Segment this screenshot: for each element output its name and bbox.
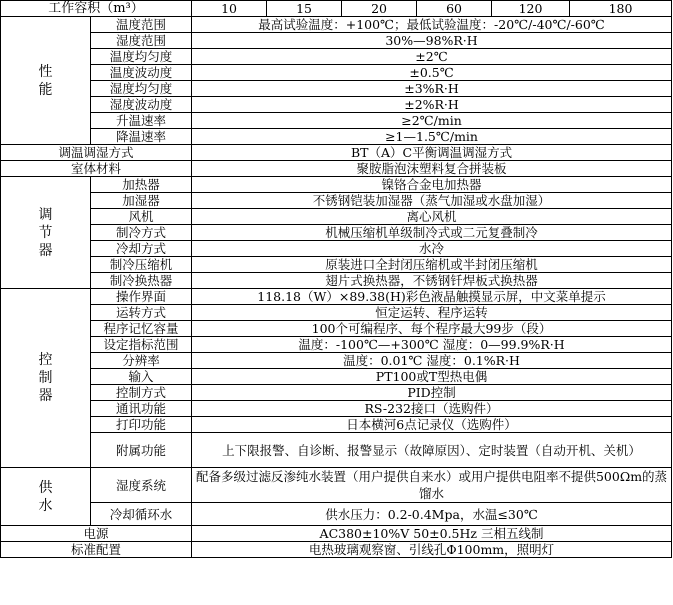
row-label: 湿度系统: [91, 468, 192, 503]
row-value: 机械压缩机单级制冷式或二元复叠制冷: [192, 225, 672, 241]
row-value: 最高试验温度：+100℃；最低试验温度：-20℃/-40℃/-60℃: [192, 17, 672, 33]
row-label: 室体材料: [1, 161, 192, 177]
row-value: 100个可编程序、每个程序最大99步（段）: [192, 321, 672, 337]
spec-row: [1, 129, 672, 145]
row-label: 降温速率: [91, 129, 192, 145]
row-label: 控制方式: [91, 385, 192, 401]
row-label: 电源: [1, 526, 192, 542]
row-value: AC380±10%V 50±0.5Hz 三相五线制: [192, 526, 672, 542]
row-value: ≥2℃/min: [192, 113, 672, 129]
spec-row: [1, 401, 672, 417]
row-label: 制冷换热器: [91, 273, 192, 289]
row-value: 配备多级过滤反渗纯水装置（用户提供自来水）或用户提供电阻率不提供500Ωm的蒸馏水: [192, 468, 672, 503]
row-label: 通讯功能: [91, 401, 192, 417]
spec-row: [1, 542, 672, 558]
spec-row: [1, 161, 672, 177]
spec-row: [1, 289, 672, 305]
row-value: 恒定运转、程序运转: [192, 305, 672, 321]
row-value: 118.18（W）×89.38(H)彩色液晶触摸显示屏，中文菜单提示: [192, 289, 672, 305]
spec-row: [1, 305, 672, 321]
spec-row: [1, 273, 672, 289]
row-label: 湿度均匀度: [91, 81, 192, 97]
row-label: 湿度范围: [91, 33, 192, 49]
spec-row: [1, 526, 672, 542]
row-value: 日本横河6点记录仪（选购件）: [192, 417, 672, 433]
row-value: RS-232接口（选购件）: [192, 401, 672, 417]
volume-cell: 180: [570, 1, 672, 17]
group-label-performance: 性 能: [1, 17, 91, 145]
spec-row: [1, 193, 672, 209]
row-value: ±0.5℃: [192, 65, 672, 81]
row-label: 标准配置: [1, 542, 192, 558]
spec-row: [1, 433, 672, 468]
spec-row: [1, 337, 672, 353]
spec-row: [1, 177, 672, 193]
row-value: 水冷: [192, 241, 672, 257]
volume-cell: 15: [267, 1, 342, 17]
row-value: 原装进口全封闭压缩机或半封闭压缩机: [192, 257, 672, 273]
row-value: 温度：-100℃—+300℃ 湿度：0—99.9%R·H: [192, 337, 672, 353]
row-label: 制冷压缩机: [91, 257, 192, 273]
spec-row: [1, 65, 672, 81]
row-label: 温度波动度: [91, 65, 192, 81]
spec-row: [1, 257, 672, 273]
volume-cell: 60: [417, 1, 492, 17]
row-value: ≥1—1.5℃/min: [192, 129, 672, 145]
header-row: [1, 1, 672, 17]
spec-row: [1, 225, 672, 241]
row-value: ±2℃: [192, 49, 672, 65]
spec-row: [1, 145, 672, 161]
row-label: 加湿器: [91, 193, 192, 209]
row-value: 聚胺脂泡沫塑料复合拼装板: [192, 161, 672, 177]
spec-row: [1, 17, 672, 33]
group-label-adjust: 调 节 器: [1, 177, 91, 289]
row-value: ±2%R·H: [192, 97, 672, 113]
row-label: 温度均匀度: [91, 49, 192, 65]
volume-cell: 10: [192, 1, 267, 17]
row-label: 运转方式: [91, 305, 192, 321]
row-value: 翅片式换热器，不锈钢钎焊板式换热器: [192, 273, 672, 289]
row-label: 风机: [91, 209, 192, 225]
volume-header-label: 工作容积（m³）: [1, 1, 192, 17]
spec-row: [1, 468, 672, 503]
spec-row: [1, 81, 672, 97]
row-value: BT（A）C平衡调温调湿方式: [192, 145, 672, 161]
group-label-control: 控 制 器: [1, 289, 91, 468]
spec-row: [1, 503, 672, 526]
row-label: 程序记忆容量: [91, 321, 192, 337]
spec-row: [1, 417, 672, 433]
row-value: PID控制: [192, 385, 672, 401]
spec-row: [1, 97, 672, 113]
row-label: 冷却循环水: [91, 503, 192, 526]
row-label: 湿度波动度: [91, 97, 192, 113]
row-value: 离心风机: [192, 209, 672, 225]
row-label: 操作界面: [91, 289, 192, 305]
row-label: 打印功能: [91, 417, 192, 433]
spec-row: [1, 241, 672, 257]
row-value: 镍铬合金电加热器: [192, 177, 672, 193]
row-value: 供水压力：0.2-0.4Mpa，水温≤30℃: [192, 503, 672, 526]
volume-cell: 120: [492, 1, 570, 17]
spec-row: [1, 209, 672, 225]
volume-cell: 20: [342, 1, 417, 17]
row-label: 设定指标范围: [91, 337, 192, 353]
spec-row: [1, 385, 672, 401]
row-value: 不锈钢铠装加湿器（蒸气加湿或水盘加湿）: [192, 193, 672, 209]
row-label: 附属功能: [91, 433, 192, 468]
row-value: 温度：0.01℃ 湿度：0.1%R·H: [192, 353, 672, 369]
row-label: 分辨率: [91, 353, 192, 369]
row-label: 调温调湿方式: [1, 145, 192, 161]
spec-row: [1, 353, 672, 369]
row-label: 制冷方式: [91, 225, 192, 241]
spec-row: [1, 33, 672, 49]
row-label: 输入: [91, 369, 192, 385]
group-label-supply: 供 水: [1, 468, 91, 526]
row-value: PT100或T型热电偶: [192, 369, 672, 385]
row-value: 30%—98%R·H: [192, 33, 672, 49]
spec-row: [1, 369, 672, 385]
row-value: 上下限报警、自诊断、报警显示（故障原因）、定时装置（自动开机、关机）: [192, 433, 672, 468]
spec-row: [1, 113, 672, 129]
spec-row: [1, 49, 672, 65]
spec-row: [1, 321, 672, 337]
row-value: ±3%R·H: [192, 81, 672, 97]
row-label: 温度范围: [91, 17, 192, 33]
row-value: 电热玻璃观察窗、引线孔Φ100mm，照明灯: [192, 542, 672, 558]
row-label: 升温速率: [91, 113, 192, 129]
row-label: 加热器: [91, 177, 192, 193]
row-label: 冷却方式: [91, 241, 192, 257]
